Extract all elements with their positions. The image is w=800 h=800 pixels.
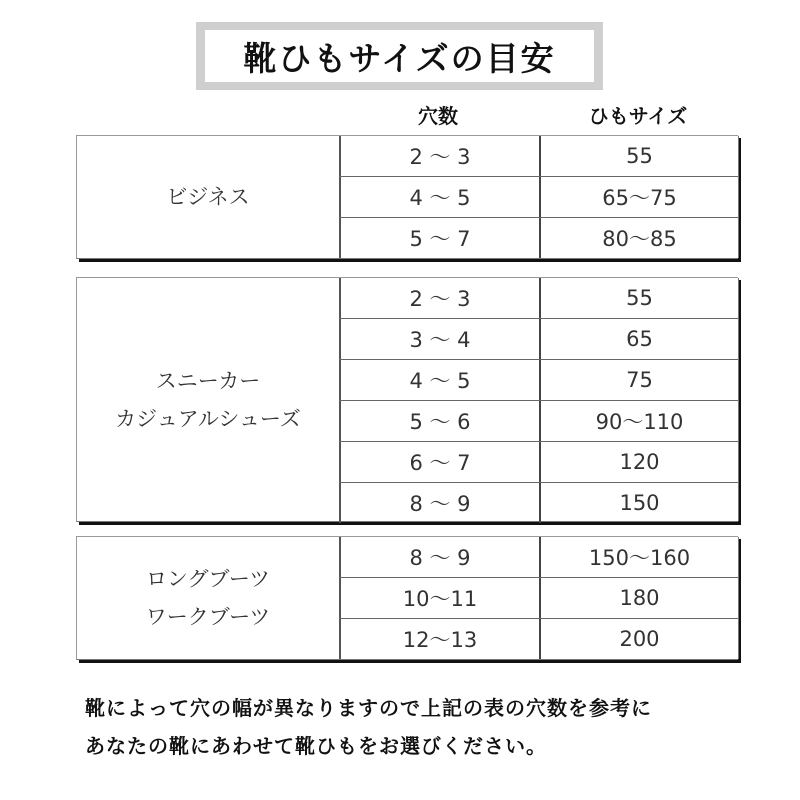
table-row [339, 359, 738, 400]
holes-cell: 4 〜 5 [339, 177, 539, 217]
category-line: スニーカー [155, 368, 261, 393]
size-cell: 80〜85 [539, 218, 738, 258]
column-header-holes: 穴数 [418, 103, 458, 128]
size-cell: 180 [539, 578, 738, 618]
category-line: ワークブーツ [145, 605, 271, 629]
size-cell: 75 [539, 360, 738, 400]
table-group-boots [76, 536, 738, 660]
table-row [339, 176, 738, 217]
size-cell: 200 [539, 619, 738, 659]
holes-cell: 10〜11 [339, 578, 539, 618]
table-row [339, 537, 738, 577]
holes-cell: 2 〜 3 [339, 136, 539, 176]
holes-cell: 8 〜 9 [339, 537, 539, 577]
category-label [77, 136, 339, 258]
holes-cell: 5 〜 6 [339, 401, 539, 441]
size-cell: 150〜160 [539, 537, 738, 577]
rows [339, 537, 738, 659]
holes-cell: 2 〜 3 [339, 278, 539, 318]
size-cell: 150 [539, 483, 738, 523]
note-line-2: あなたの靴にあわせて靴ひもをお選びください。 [85, 734, 547, 758]
table-row [339, 400, 738, 441]
category-line: ビジネス [166, 185, 250, 209]
table-group-sneakers [76, 277, 738, 522]
size-cell: 65〜75 [539, 177, 738, 217]
category-label [77, 278, 339, 521]
holes-cell: 5 〜 7 [339, 218, 539, 258]
holes-cell: 4 〜 5 [339, 360, 539, 400]
rows [339, 136, 738, 258]
table-group-business [76, 135, 738, 259]
table-row [339, 482, 738, 523]
holes-cell: 12〜13 [339, 619, 539, 659]
column-header-size: ひもサイズ [588, 103, 688, 128]
category-label [77, 537, 339, 659]
note-line-1: 靴によって穴の幅が異なりますので上記の表の穴数を参考に [85, 696, 652, 720]
holes-cell: 8 〜 9 [339, 483, 539, 523]
table-row [339, 136, 738, 176]
table-row [339, 278, 738, 318]
size-cell: 55 [539, 278, 738, 318]
table-row [339, 441, 738, 482]
table-row [339, 217, 738, 258]
rows [339, 278, 738, 523]
table-row [339, 618, 738, 659]
table-row [339, 577, 738, 618]
holes-cell: 6 〜 7 [339, 442, 539, 482]
size-cell: 120 [539, 442, 738, 482]
category-line: ロングブーツ [145, 567, 271, 591]
category-line: カジュアルシューズ [115, 406, 301, 431]
size-cell: 90〜110 [539, 401, 738, 441]
table-row [339, 318, 738, 359]
title-frame [196, 22, 603, 90]
size-cell: 55 [539, 136, 738, 176]
page-title: 靴ひもサイズの目安 [205, 30, 594, 82]
holes-cell: 3 〜 4 [339, 319, 539, 359]
size-cell: 65 [539, 319, 738, 359]
